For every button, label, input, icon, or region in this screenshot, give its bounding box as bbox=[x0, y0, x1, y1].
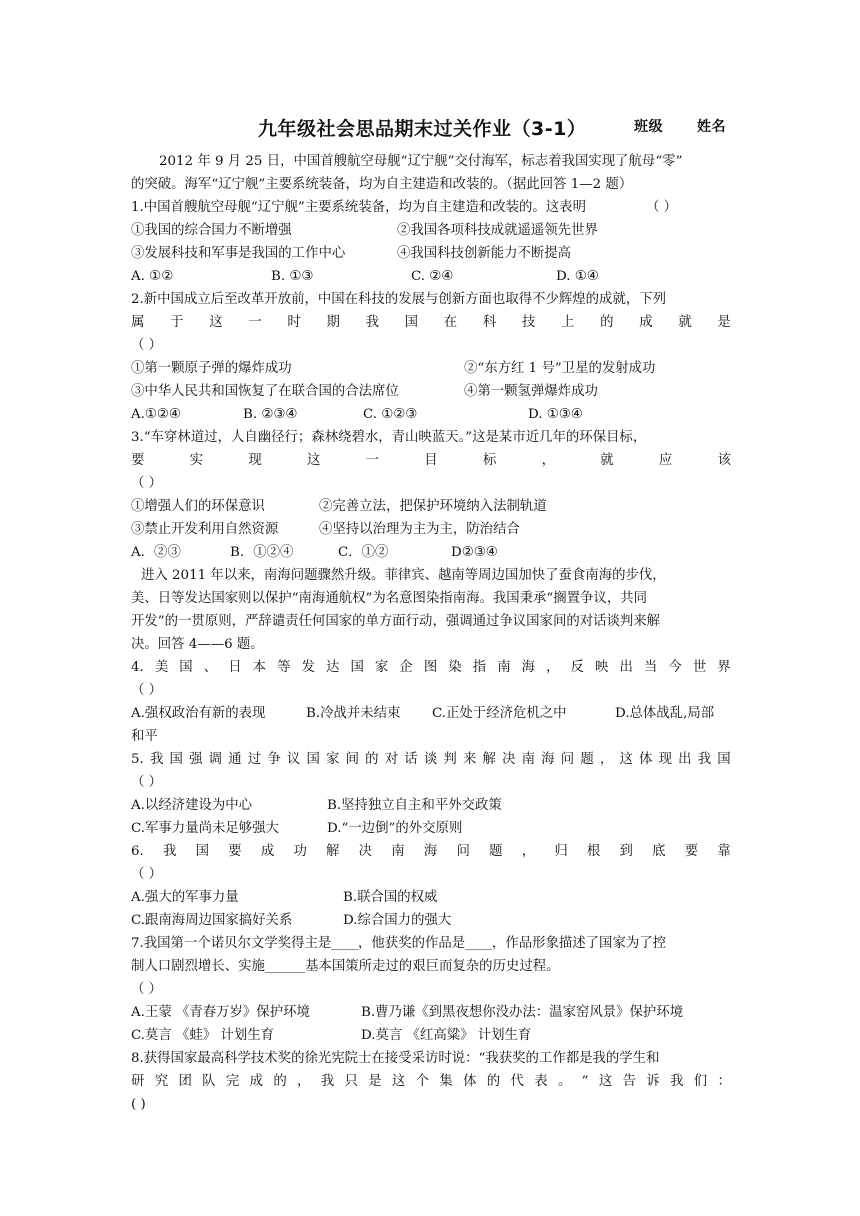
option: ③发展科技和军事是我国的工作中心 bbox=[131, 246, 346, 261]
answer-paren: （ ） bbox=[131, 338, 163, 353]
choice-a: A. ①② bbox=[131, 269, 174, 284]
choice-c: C. ②④ bbox=[411, 269, 454, 284]
question-2-stem: 2.新中国成立后至改革开放前，中国在科技的发展与创新方面也取得不少辉煌的成就，下列 bbox=[131, 292, 667, 307]
title-text: 九年级社会思品期末过关作业（3-1） bbox=[258, 118, 587, 140]
choice-c: C.正处于经济危机之中 bbox=[432, 706, 567, 721]
question-3-options-row bbox=[131, 495, 731, 518]
intro-paragraph-line: 美、日等发达国家则以保护“南海通航权”为名意图染指南海。我国秉承“搁置争议，共同 bbox=[131, 591, 647, 606]
option: ④我国科技创新能力不断提高 bbox=[397, 246, 572, 261]
choice-b: B．①②④ bbox=[230, 545, 294, 560]
question-8-stem: 8.获得国家最高科学技术奖的徐光宪院士在接受采访时说：“我获奖的工作都是我的学生和 bbox=[131, 1051, 660, 1066]
option: ①我国的综合国力不断增强 bbox=[131, 223, 292, 238]
question-2-choices bbox=[131, 403, 731, 426]
choice-a: A.王蒙 《青春万岁》保护环境 bbox=[131, 1005, 310, 1020]
page-title bbox=[258, 114, 726, 141]
answer-paren: （ ） bbox=[131, 683, 163, 698]
choice-b: B.曹乃谦《到黑夜想你没办法：温家窑风景》保护环境 bbox=[361, 1005, 684, 1020]
question-2-options-row bbox=[131, 380, 731, 403]
choice-d: D. ①③④ bbox=[528, 407, 583, 422]
question-1-choices bbox=[131, 265, 731, 288]
name-label: 姓名 bbox=[697, 119, 726, 135]
option: ④坚持以治理为主为主，防治结合 bbox=[319, 522, 520, 537]
option: ①增强人们的环保意识 bbox=[131, 499, 265, 514]
option: ②完善立法，把保护环境纳入法制轨道 bbox=[319, 499, 547, 514]
option: ①第一颗原子弹的爆炸成功 bbox=[131, 361, 292, 376]
choice-d: D.莫言 《红高粱》 计划生育 bbox=[361, 1028, 532, 1043]
choice-a: A.强权政治有新的表现 bbox=[131, 706, 266, 721]
choice-a: A.强大的军事力量 bbox=[131, 890, 239, 905]
choice-a: A．②③ bbox=[131, 545, 181, 560]
worksheet-body bbox=[131, 150, 731, 1116]
choice-d: D.“一边倒”的外交原则 bbox=[327, 821, 463, 836]
option: ②“东方红 1 号”卫星的发射成功 bbox=[464, 361, 656, 376]
question-1-stem: 1.中国首艘航空母舰“辽宁舰”主要系统装备，均为自主建造和改装的。这表明 （ ） bbox=[131, 200, 678, 215]
answer-paren: （ ） bbox=[645, 200, 678, 215]
question-5-choices-row bbox=[131, 794, 731, 817]
choice-d-continued: 和平 bbox=[131, 729, 158, 744]
choice-d: D. ①④ bbox=[556, 269, 599, 284]
question-3-options-row bbox=[131, 518, 731, 541]
choice-c: C. ①②③ bbox=[363, 407, 418, 422]
choice-a: A.①②④ bbox=[131, 407, 181, 422]
intro-paragraph-line: 的突破。海军“辽宁舰”主要系统装备，均为自主建造和改装的。（据此回答 1—2 题） bbox=[131, 177, 633, 192]
question-6-choices-row bbox=[131, 886, 731, 909]
question-4-stem: 4. 美 国 、 日 本 等 发 达 国 家 企 图 染 指 南 海 ， 反 映 出 当 今 世 界 bbox=[131, 660, 731, 675]
intro-paragraph-line: 2012 年 9 月 25 日，中国首艘航空母舰“辽宁舰”交付海军，标志着我国实现了航母“零” bbox=[159, 154, 683, 169]
question-7-stem: 7.我国第一个诺贝尔文学奖得主是____，他获奖的作品是____，作品形象描述了国家为了控 bbox=[131, 936, 667, 951]
question-7-stem: 制人口剧烈增长、实施______基本国策所走过的艰巨而复杂的历史过程。 bbox=[131, 959, 560, 974]
question-6-stem: 6. 我 国 要 成 功 解 决 南 海 问 题 ， 归 根 到 底 要 靠 bbox=[131, 844, 731, 859]
question-3-stem: 3.“车穿林道过，人自幽径行；森林绕碧水，青山映蓝天。”这是某市近几年的环保目标， bbox=[131, 430, 647, 445]
choice-c: C.跟南海周边国家搞好关系 bbox=[131, 913, 293, 928]
answer-paren: （ ） bbox=[131, 867, 163, 882]
question-7-choices-row bbox=[131, 1024, 731, 1047]
intro-paragraph-line: 开发”的一贯原则，严辞谴责任何国家的单方面行动，强调通过争议国家间的对话谈判来解 bbox=[131, 614, 661, 629]
question-5-stem: 5. 我 国 强 调 通 过 争 议 国 家 间 的 对 话 谈 判 来 解 决 南 海 问 题 ， 这 体 现 出 我 国 bbox=[131, 752, 731, 767]
choice-d: D.总体战乱,局部 bbox=[615, 706, 715, 721]
question-5-choices-row bbox=[131, 817, 731, 840]
choice-b: B.联合国的权威 bbox=[343, 890, 438, 905]
choice-b: B. ②③④ bbox=[243, 407, 298, 422]
choice-b: B. ①③ bbox=[271, 269, 314, 284]
answer-paren: （ ） bbox=[131, 476, 163, 491]
question-2-stem-justified: 属 于 这 一 时 期 我 国 在 科 技 上 的 成 就 是 bbox=[131, 315, 731, 330]
question-3-stem-justified: 要 实 现 这 一 目 标 ， 就 应 该 bbox=[131, 453, 731, 468]
answer-paren: ( ) bbox=[131, 1097, 146, 1112]
intro-paragraph-line: 进入 2011 年以来，南海问题骤然升级。菲律宾、越南等周边国加快了蚕食南海的步伐， bbox=[141, 568, 666, 583]
choice-a: A.以经济建设为中心 bbox=[131, 798, 253, 813]
answer-paren: （ ） bbox=[131, 775, 163, 790]
intro-paragraph-line: 决。回答 4——6 题。 bbox=[131, 637, 264, 652]
choice-c: C.军事力量尚未足够强大 bbox=[131, 821, 279, 836]
choice-c: C．①② bbox=[338, 545, 389, 560]
option: ④第一颗氢弹爆炸成功 bbox=[464, 384, 598, 399]
question-7-choices-row bbox=[131, 1001, 731, 1024]
option: ②我国各项科技成就遥遥领先世界 bbox=[397, 223, 598, 238]
question-3-choices bbox=[131, 541, 731, 564]
question-8-stem-justified: 研 究 团 队 完 成 的 ， 我 只 是 这 个 集 体 的 代 表 。 ” 这 告 诉 我 们 ： bbox=[131, 1074, 731, 1089]
choice-b: B.冷战并未结束 bbox=[306, 706, 401, 721]
choice-d: D②③④ bbox=[451, 545, 498, 560]
class-label: 班级 bbox=[634, 119, 663, 135]
question-4-choices bbox=[131, 702, 731, 725]
answer-paren: （ ） bbox=[131, 982, 163, 997]
choice-c: C.莫言 《蛙》 计划生育 bbox=[131, 1028, 275, 1043]
choice-d: D.综合国力的强大 bbox=[343, 913, 452, 928]
question-1-options-row bbox=[131, 219, 731, 242]
option: ③中华人民共和国恢复了在联合国的合法席位 bbox=[131, 384, 399, 399]
question-2-options-row bbox=[131, 357, 731, 380]
question-6-choices-row bbox=[131, 909, 731, 932]
option: ③禁止开发利用自然资源 bbox=[131, 522, 279, 537]
question-1-options-row bbox=[131, 242, 731, 265]
choice-b: B.坚持独立自主和平外交政策 bbox=[327, 798, 502, 813]
